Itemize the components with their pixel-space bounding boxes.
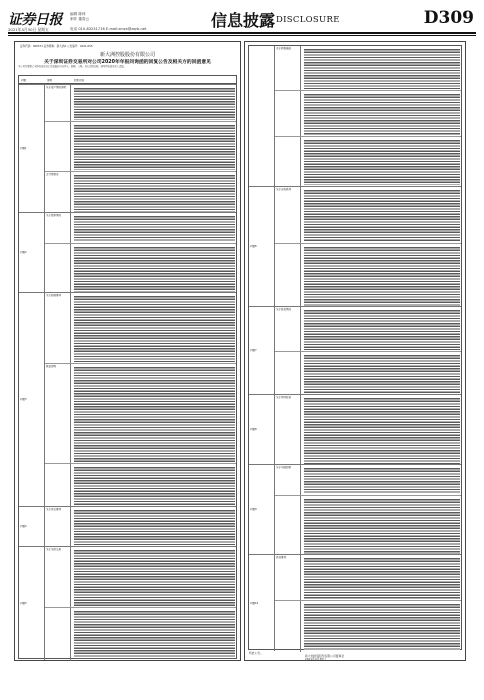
disclosure-table-left <box>18 75 237 659</box>
row-text-block <box>72 122 236 171</box>
disclosure-table-right <box>248 45 462 650</box>
table-row <box>249 306 461 394</box>
section-title-en: DISCLOSURE <box>276 15 340 25</box>
table-row <box>249 554 461 651</box>
row-text-block <box>302 187 461 243</box>
row-item-label <box>275 91 301 136</box>
table-subrow <box>45 243 236 293</box>
row-text-block <box>302 465 461 495</box>
table-subrow <box>275 495 461 555</box>
table-subrow <box>275 136 461 186</box>
row-item-label <box>275 137 301 186</box>
row-text-block <box>72 293 236 363</box>
row-item-label: 关于商誉减值 <box>275 46 301 90</box>
table-subrow <box>45 507 236 547</box>
table-subrow <box>275 600 461 652</box>
row-text-block <box>72 244 236 293</box>
company-name: 新大洲控股股份有限公司 <box>99 52 155 58</box>
table-subrow <box>45 363 236 463</box>
table-subrow <box>45 463 236 507</box>
header-content: 回复内容 <box>74 78 85 82</box>
row-text-block <box>72 547 236 607</box>
row-text-block <box>302 352 461 395</box>
header-question: 问题 <box>21 78 27 82</box>
footer-line: 特此公告。 <box>249 651 263 655</box>
row-text-block <box>72 172 236 213</box>
contact-line: 电话 010-83251716 E-mail:zmzx@zqrb.net <box>70 27 147 31</box>
row-question-label: 问题6 <box>249 187 275 306</box>
table-subrow <box>45 293 236 363</box>
row-text-block <box>302 395 461 465</box>
table-row <box>19 84 236 212</box>
document-title: 关于深圳证券交易所对公司2020年年报问询函的回复公告及相关方的回函意见 <box>44 60 211 65</box>
right-column <box>244 41 466 661</box>
row-question-label <box>249 46 275 186</box>
table-subrow <box>45 547 236 607</box>
row-text-block <box>302 244 461 307</box>
row-item-label: 会计师意见 <box>45 172 71 213</box>
table-row <box>19 292 236 506</box>
row-question-label: 问题3 <box>19 293 45 506</box>
row-question-label: 问题5 <box>19 547 45 660</box>
stock-codes: 证券代码：000571 证券简称：新大洲A 公告编号：2021-055 <box>20 45 93 48</box>
row-question-label: 问题9 <box>249 465 275 554</box>
table-row <box>249 46 461 186</box>
row-item-label: 其他事项 <box>275 555 301 600</box>
document-notice: 本公司及董事会全体成员保证信息披露的内容真实、准确、完整，没有虚假记载、误导性陈述或重大遗漏。 <box>18 65 126 68</box>
row-item-label <box>45 244 71 293</box>
row-text-block <box>72 85 236 121</box>
row-item-label: 关于担保事项 <box>45 293 71 363</box>
table-row <box>19 546 236 660</box>
table-subrow <box>275 555 461 600</box>
table-row <box>249 394 461 464</box>
newspaper-logo: 证券日报 <box>8 12 62 28</box>
row-item-label <box>45 608 71 661</box>
row-text-block <box>302 137 461 186</box>
row-item-label: 关于应收款项 <box>275 187 301 243</box>
row-item-label: 关于关联交易 <box>45 547 71 607</box>
table-row <box>19 212 236 292</box>
issue-date: 2021年4月30日 星期五 <box>8 27 49 32</box>
row-text-block <box>72 608 236 661</box>
row-item-label: 关于持续经营 <box>275 395 301 465</box>
row-item-label <box>275 352 301 395</box>
table-row <box>249 186 461 306</box>
section-title-cn: 信息披露 <box>211 11 276 30</box>
masthead-rule-thin <box>8 35 476 36</box>
table-subrow <box>275 46 461 90</box>
row-item-label: 关于资产情况说明 <box>45 85 71 121</box>
row-item-label <box>275 244 301 307</box>
table-subrow <box>45 121 236 171</box>
row-question-label: 问题4 <box>19 507 45 546</box>
header-item: 说明 <box>47 78 53 82</box>
row-item-label: 关于投资情况 <box>275 307 301 351</box>
row-item-label: 关于内部控制 <box>275 465 301 495</box>
row-text-block <box>72 213 236 243</box>
table-subrow <box>275 395 461 465</box>
footer-signatory: 新大洲控股股份有限公司董事会 <box>305 654 345 658</box>
table-row <box>249 464 461 554</box>
row-question-label: 问题7 <box>249 307 275 394</box>
row-item-label: 关于债务情况 <box>45 213 71 243</box>
row-item-label <box>275 601 301 652</box>
table-subrow <box>275 90 461 136</box>
table-row <box>19 506 236 546</box>
table-subrow <box>275 243 461 307</box>
producer-line: 制作 董春云 <box>70 17 90 21</box>
row-text-block <box>302 307 461 351</box>
table-subrow <box>275 351 461 395</box>
row-question-label: 问题2 <box>19 213 45 292</box>
table-subrow <box>275 187 461 243</box>
left-column <box>14 41 241 661</box>
table-subrow <box>275 465 461 495</box>
row-text-block <box>302 555 461 600</box>
table-subrow <box>45 85 236 121</box>
row-question-label: 问题1 <box>19 85 45 212</box>
row-item-label <box>45 464 71 507</box>
row-item-label <box>45 122 71 171</box>
row-text-block <box>72 464 236 507</box>
row-question-label: 问题10 <box>249 555 275 651</box>
table-subrow <box>45 607 236 661</box>
table-header <box>19 76 236 84</box>
row-text-block <box>302 496 461 555</box>
row-item-label: 关于诉讼事项 <box>45 507 71 547</box>
row-text-block <box>302 46 461 90</box>
table-subrow <box>45 213 236 243</box>
row-text-block <box>302 91 461 136</box>
row-item-label <box>275 496 301 555</box>
row-item-label: 核查说明 <box>45 364 71 463</box>
page-number: D309 <box>423 8 474 28</box>
editor-credits <box>70 12 89 22</box>
row-text-block <box>302 601 461 652</box>
row-question-label: 问题8 <box>249 395 275 464</box>
row-text-block <box>72 364 236 463</box>
masthead-rule <box>8 32 476 34</box>
row-text-block <box>72 507 236 547</box>
footer-date: 2021年4月30日 <box>305 657 326 661</box>
table-subrow <box>45 171 236 213</box>
table-subrow <box>275 307 461 351</box>
editor-line: 编辑 陈炜 <box>70 12 86 16</box>
